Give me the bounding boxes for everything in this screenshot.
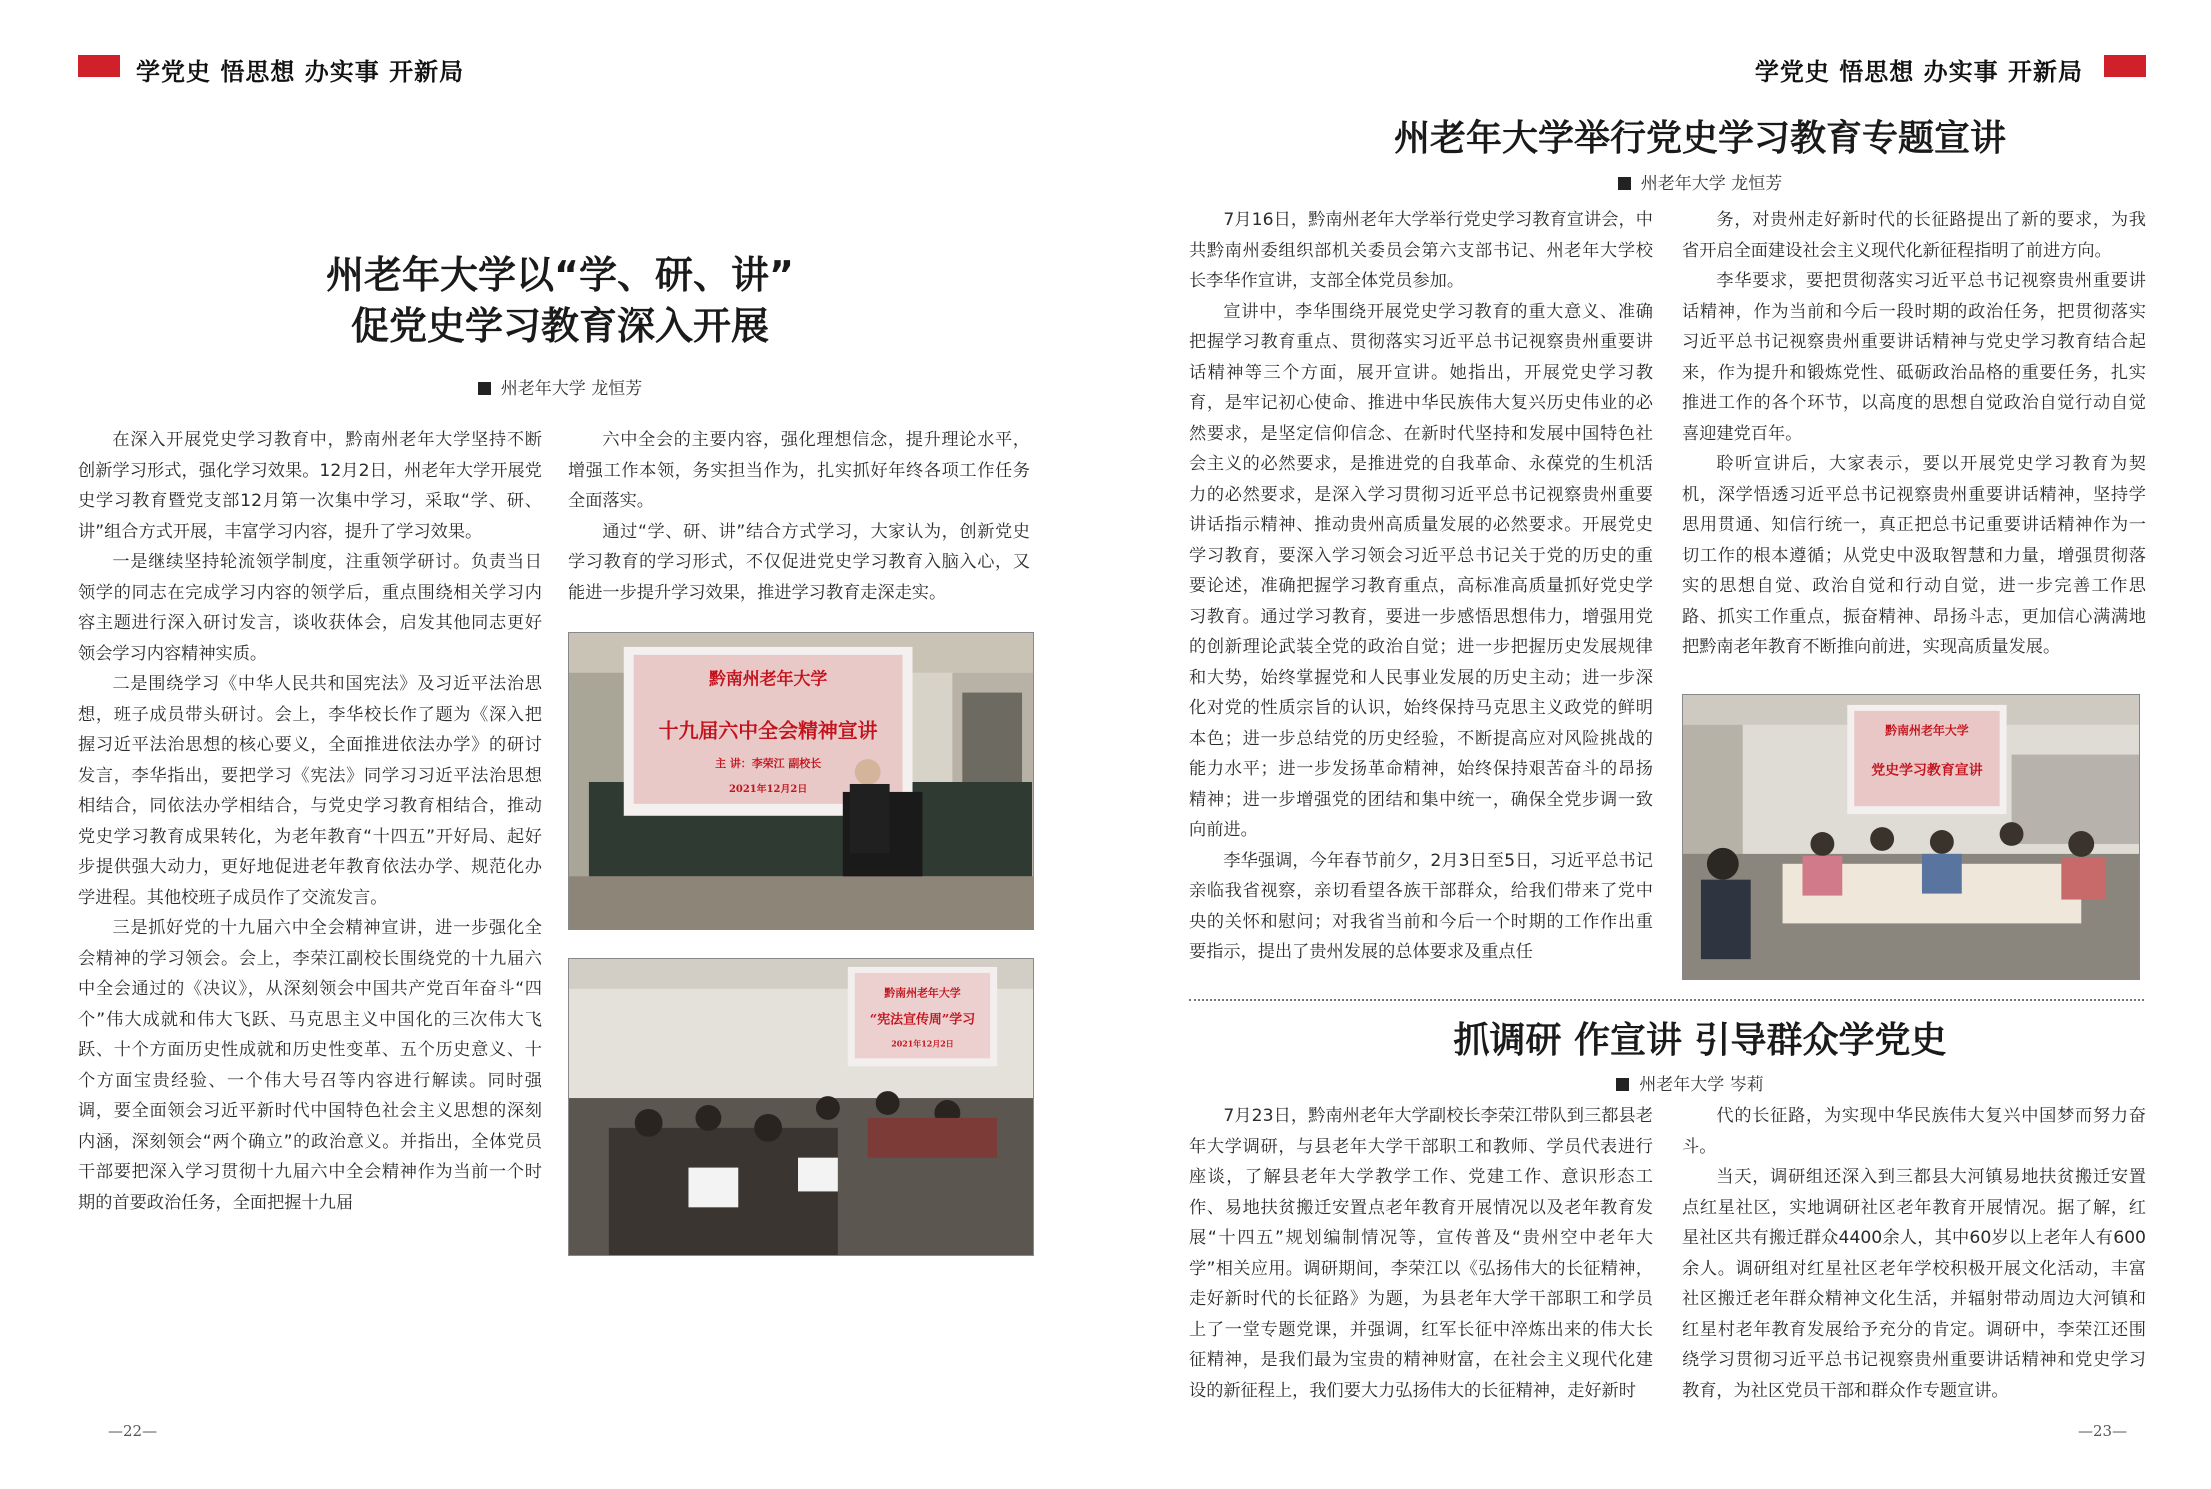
- article1-paragraph: 六中全会的主要内容，强化理想信念，提升理论水平，增强工作本领，务实担当作为，扎实抓好年终各项工作任务全面落实。: [568, 430, 1030, 511]
- article1-column1: [78, 425, 542, 1265]
- article3-column1: [1189, 1101, 1653, 1421]
- byline-square-icon: [1618, 177, 1631, 190]
- article1-column2: [568, 425, 1030, 625]
- article2-paragraph: 李华要求，要把贯彻落实习近平总书记视察贵州重要讲话精神，作为当前和今后一段时期的政治任务，把贯彻落实习近平总书记视察贵州重要讲话精神与党史学习教育结合起来，作为提升和锻炼党性、砥砺政治品格的重要任务，扎实推进工作的各个环节，以高度的思想自觉政治自觉行动自觉喜迎建党百年。: [1682, 271, 2146, 444]
- photo3-banner-line1: 黔南州老年大学: [1885, 723, 1969, 738]
- article3-byline: [1460, 1070, 1920, 1095]
- article1-title-line1: 州老年大学以“学、研、讲”: [326, 253, 794, 297]
- article2-byline: [1480, 169, 1920, 194]
- article1-photo-lecture: [568, 632, 1034, 930]
- article1-paragraph: 三是抓好党的十九届六中全会精神宣讲，进一步强化全会精神的学习领会。会上，李荣江副校长围绕党的十九届六中全会通过的《决议》，从深刻领会中国共产党百年奋斗“四个”伟大成就和伟大飞跃、马克思主义中国化的三次伟大飞跃、十个方面历史性成就和历史性变革、五个历史意义、十个方面宝贵经验、一个伟大号召等内容进行解读。同时强调，要全面领会习近平新时代中国特色社会主义思想的深刻内涵，深刻领会“两个确立”的政治意义。并指出，全体党员干部要把深入学习贯彻十九届六中全会精神作为当前一个时期的首要政治任务，全面把握十九届: [78, 918, 542, 1213]
- photo1-banner-line3: 主 讲：李荣江 副校长: [715, 757, 822, 771]
- article3-column2: [1682, 1101, 2146, 1401]
- photo2-banner-line2: “宪法宣传周”学习: [869, 1012, 976, 1028]
- header-left-red-bar: [78, 55, 120, 77]
- article2-paragraph: 聆听宣讲后，大家表示，要以开展党史学习教育为契机，深学悟透习近平总书记视察贵州重要讲话精神，坚持学思用贯通、知信行统一，真正把总书记重要讲话精神作为一切工作的根本遵循；从党史中汲取智慧和力量，增强贯彻落实的思想自觉、政治自觉和行动自觉，进一步完善工作思路、抓实工作重点，振奋精神、昂扬斗志，更加信心满满地把黔南老年教育不断推向前进，实现高质量发展。: [1682, 454, 2146, 657]
- byline-square-icon: [478, 382, 491, 395]
- article2-byline-text: 州老年大学 龙恒芳: [1640, 174, 1783, 194]
- article2-paragraph: 李华强调，今年春节前夕，2月3日至5日，习近平总书记亲临我省视察，亲切看望各族干部群众，给我们带来了党中央的关怀和慰问；对我省当前和今后一个时期的工作作出重要指示，提出了贵州发展的总体要求及重点任: [1189, 850, 1653, 962]
- article3-byline-text: 州老年大学 岑莉: [1639, 1075, 1764, 1095]
- photo2-banner-line3: 2021年12月2日: [891, 1039, 954, 1049]
- article3-title: 抓调研 作宣讲 引导群众学党史: [1453, 1020, 1947, 1061]
- article1-byline: [330, 374, 790, 399]
- article2-paragraph: 宣讲中，李华围绕开展党史学习教育的重大意义、准确把握学习教育重点、贯彻落实习近平总书记视察贵州重要讲话精神等三个方面，展开宣讲。她指出，开展党史学习教育，是牢记初心使命、推进中华民族伟大复兴历史伟业的必然要求，是坚定信仰信念、在新时代坚持和发展中国特色社会主义的必然要求，是推进党的自我革命、永葆党的生机活力的必然要求，是深入学习贯彻习近平总书记视察贵州重要讲话指示精神、推动贵州高质量发展的必然要求。开展党史学习教育，要深入学习领会习近平总书记关于党的历史的重要论述，准确把握学习教育重点，高标准高质量抓好党史学习教育。通过学习教育，要进一步感悟思想伟力，增强用党的创新理论武装全党的政治自觉；进一步把握历史发展规律和大势，始终掌握党和人民事业发展的历史主动；进一步深化对党的性质宗旨的认识，始终保持马克思主义政党的鲜明本色；进一步总结党的历史经验，不断提高应对风险挑战的能力水平；进一步发扬革命精神，始终保持艰苦奋斗的昂扬精神；进一步增强党的团结和集中统一，确保全党步调一致向前进。: [1189, 301, 1653, 840]
- right-page-number: —23—: [2078, 1422, 2128, 1440]
- photo1-banner-line2: 十九届六中全会精神宣讲: [658, 718, 878, 743]
- article3-paragraph: 当天，调研组还深入到三都县大河镇易地扶贫搬迁安置点红星社区，实地调研社区老年教育开展情况。据了解，红星社区共有搬迁群众4400余人，其中60岁以上老年人有600余人。调研组对红星社区老年学校积极开展文化活动，丰富社区搬迁老年群众精神文化生活，并辐射带动周边大河镇和红星村老年教育发展给予充分的肯定。调研中，李荣江还围绕学习贯彻习近平总书记视察贵州重要讲话精神和党史学习教育，为社区党员干部和群众作专题宣讲。: [1682, 1167, 2146, 1401]
- article2-title: 州老年大学举行党史学习教育专题宣讲: [1393, 118, 2006, 159]
- article2-column1: [1189, 205, 1653, 985]
- article1-photo-classroom: [568, 958, 1034, 1256]
- article1-byline-text: 州老年大学 龙恒芳: [500, 379, 643, 399]
- header-right-red-bar: [2104, 55, 2146, 77]
- article3-paragraph: 代的长征路，为实现中华民族伟大复兴中国梦而努力奋斗。: [1682, 1106, 2146, 1157]
- article-divider: [1189, 999, 2144, 1001]
- photo2-banner-line1: 黔南州老年大学: [884, 986, 961, 1000]
- article2-column2: [1682, 205, 2146, 675]
- header-left-slogan: 学党史 悟思想 办实事 开新局: [136, 58, 465, 86]
- photo3-banner-line2: 党史学习教育宣讲: [1871, 762, 1983, 779]
- header-right-slogan: 学党史 悟思想 办实事 开新局: [1754, 58, 2083, 86]
- byline-square-icon: [1616, 1078, 1629, 1091]
- article1-paragraph: 一是继续坚持轮流领学制度，注重领学研讨。负责当日领学的同志在完成学习内容的领学后，重点围绕相关学习内容主题进行深入研讨发言，谈收获体会，启发其他同志更好领会学习内容精神实质。: [78, 552, 542, 664]
- photo1-banner-line4: 2021年12月2日: [728, 783, 808, 795]
- photo1-banner-line1: 黔南州老年大学: [708, 668, 828, 689]
- article1-paragraph: 在深入开展党史学习教育中，黔南州老年大学坚持不断创新学习形式，强化学习效果。12月2日，州老年大学开展党史学习教育暨党支部12月第一次集中学习，采取“学、研、讲”组合方式开展，丰富学习内容，提升了学习效果。: [78, 430, 542, 542]
- article2-photo-meeting: [1682, 694, 2140, 980]
- article1-title-line2: 促党史学习教育深入开展: [350, 304, 769, 348]
- article3-paragraph: 7月23日，黔南州老年大学副校长李荣江带队到三都县老年大学调研，与县老年大学干部职工和教师、学员代表进行座谈，了解县老年大学教学工作、党建工作、意识形态工作、易地扶贫搬迁安置点老年教育开展情况以及老年教育发展“十四五”规划编制情况等，宣传普及“贵州空中老年大学”相关应用。调研期间，李荣江以《弘扬伟大的长征精神，走好新时代的长征路》为题，为县老年大学干部职工和学员上了一堂专题党课，并强调，红军长征中淬炼出来的伟大长征精神，是我们最为宝贵的精神财富，在社会主义现代化建设的新征程上，我们要大力弘扬伟大的长征精神，走好新时: [1189, 1106, 1653, 1401]
- article1-paragraph: 二是围绕学习《中华人民共和国宪法》及习近平法治思想，班子成员带头研讨。会上，李华校长作了题为《深入把握习近平法治思想的核心要义，全面推进依法办学》的研讨发言，李华指出，要把学习《宪法》同学习习近平法治思想相结合，同依法办学相结合，与党史学习教育相结合，推动党史学习教育成果转化，为老年教育“十四五”开好局、起好步提供强大动力，更好地促进老年教育依法办学、规范化办学进程。其他校班子成员作了交流发言。: [78, 674, 542, 908]
- article2-paragraph: 7月16日，黔南州老年大学举行党史学习教育宣讲会，中共黔南州委组织部机关委员会第六支部书记、州老年大学校长李华作宣讲，支部全体党员参加。: [1189, 210, 1653, 291]
- article2-paragraph: 务，对贵州走好新时代的长征路提出了新的要求，为我省开启全面建设社会主义现代化新征程指明了前进方向。: [1682, 210, 2146, 261]
- article1-paragraph: 通过“学、研、讲”结合方式学习，大家认为，创新党史学习教育的学习形式，不仅促进党史学习教育入脑入心，又能进一步提升学习效果，推进学习教育走深走实。: [568, 521, 1030, 603]
- left-page-number: —22—: [108, 1422, 158, 1440]
